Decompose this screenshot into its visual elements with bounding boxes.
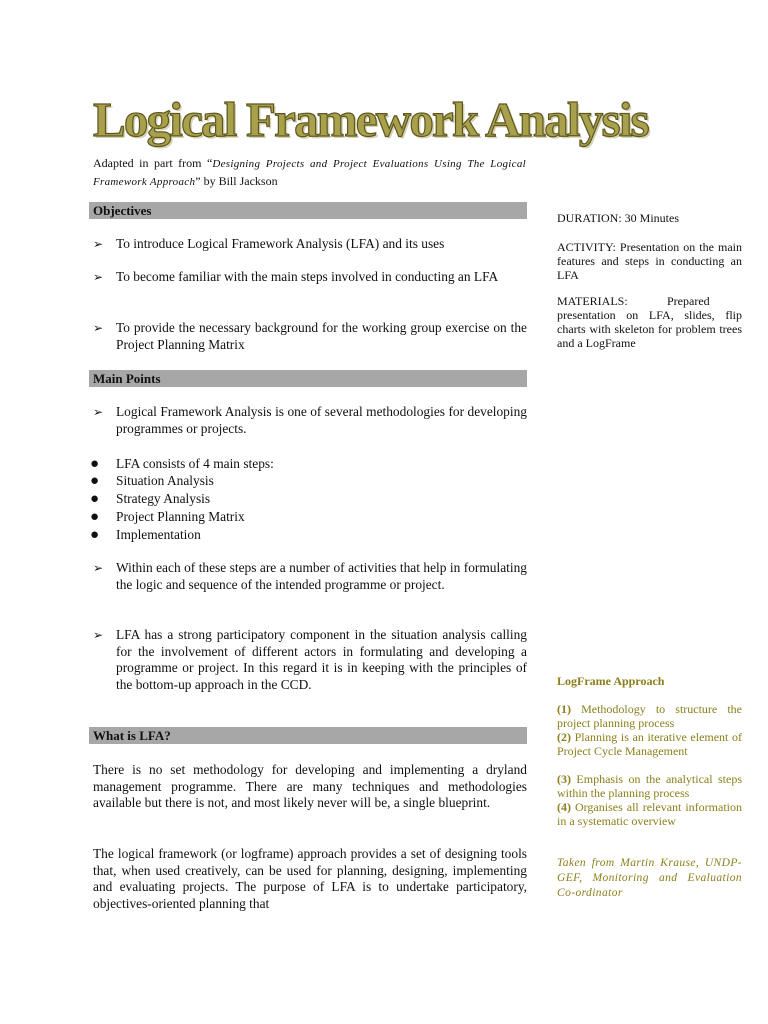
arrow-bullet-icon: ➢ [93,237,104,251]
sidebar-materials [557,294,742,350]
objective-text: To introduce Logical Framework Analysis (LFA) and its uses [116,236,445,251]
step-text: Implementation [116,527,201,542]
step-item [90,508,390,525]
logframe-item-number: (4) [557,800,571,814]
dot-bullet-icon: ● [90,491,100,507]
step-text: LFA consists of 4 main steps: [116,456,274,471]
main-point-item [93,560,527,593]
logframe-item [557,772,742,800]
logframe-item-number: (2) [557,730,571,744]
subtitle-suffix: ” by Bill Jackson [195,174,278,188]
main-point-item [93,627,527,693]
logframe-credit: Taken from Martin Krause, UNDP-GEF, Monitoring and Evaluation Co-ordinator [557,857,742,899]
section-heading-main-points: Main Points [89,370,527,387]
arrow-bullet-icon: ➢ [93,270,104,284]
materials-label: MATERIALS: [557,294,628,308]
arrow-bullet-icon: ➢ [93,561,104,575]
logframe-item-text: Organises all relevant information in a systematic overview [557,800,742,828]
logframe-item [557,730,742,758]
step-item [90,455,390,472]
objective-item [93,236,527,253]
arrow-bullet-icon: ➢ [93,628,104,642]
main-point-item [93,404,527,437]
subtitle-prefix: Adapted in part from “ [93,156,213,170]
page-title: Logical Framework Analysis [93,92,648,147]
body-paragraph: There is no set methodology for developing and implementing a dryland management programme. There are many techniques and methodologies available but there is not, and most likely never will be, a single blueprint. [93,762,527,810]
section-heading-objectives: Objectives [89,202,527,219]
subtitle [93,155,526,191]
step-item [90,472,390,489]
body-paragraph: The logical framework (or logframe) approach provides a set of designing tools that, when used creatively, can be used for planning, designing, implementing and evaluating projects. The purpose of LFA is to undertake participatory, objectives-oriented planning that [93,846,527,911]
sidebar-activity: ACTIVITY: Presentation on the main features and steps in conducting an LFA [557,240,742,282]
dot-bullet-icon: ● [90,527,100,543]
section-heading-what-is-lfa: What is LFA? [89,727,527,744]
step-text: Situation Analysis [116,473,214,488]
subtitle-source: Designing Projects and Project Evaluations Using The Logical Framework Approach [93,158,526,188]
objective-text: To become familiar with the main steps involved in conducting an LFA [116,269,499,284]
sidebar-logframe-heading: LogFrame Approach [557,674,665,688]
dot-bullet-icon: ● [90,456,100,472]
logframe-item [557,800,742,828]
main-point-text: Within each of these steps are a number of activities that help in formulating the logic and sequence of the intended programme or project. [116,560,527,592]
logframe-item-text: Emphasis on the analytical steps within the planning process [557,772,742,800]
step-text: Project Planning Matrix [116,509,245,524]
arrow-bullet-icon: ➢ [93,405,104,419]
main-point-text: Logical Framework Analysis is one of several methodologies for developing programmes or projects. [116,404,527,436]
main-point-text: LFA has a strong participatory component in the situation analysis calling for the involvement of different actors in formulating and developing a programme or project. In this regard it is in keeping with the principles of the bottom-up approach in the CCD. [116,627,527,692]
step-text: Strategy Analysis [116,491,211,506]
dot-bullet-icon: ● [90,473,100,489]
logframe-item-text: Planning is an iterative element of Project Cycle Management [557,730,742,758]
objective-text: To provide the necessary background for the working group exercise on the Project Planning Matrix [116,320,527,352]
sidebar-duration: DURATION: 30 Minutes [557,211,679,225]
logframe-item [557,702,742,730]
dot-bullet-icon: ● [90,509,100,525]
arrow-bullet-icon: ➢ [93,321,104,335]
logframe-item-number: (1) [557,702,571,716]
logframe-item-number: (3) [557,772,571,786]
objective-item [93,269,527,286]
step-item [90,490,390,507]
step-item [90,526,390,543]
logframe-item-text: Methodology to structure the project planning process [557,702,743,730]
materials-text: Prepared presentation on LFA, slides, flip charts with skeleton for problem trees and a LogFrame [557,294,742,350]
objective-item [93,320,527,353]
